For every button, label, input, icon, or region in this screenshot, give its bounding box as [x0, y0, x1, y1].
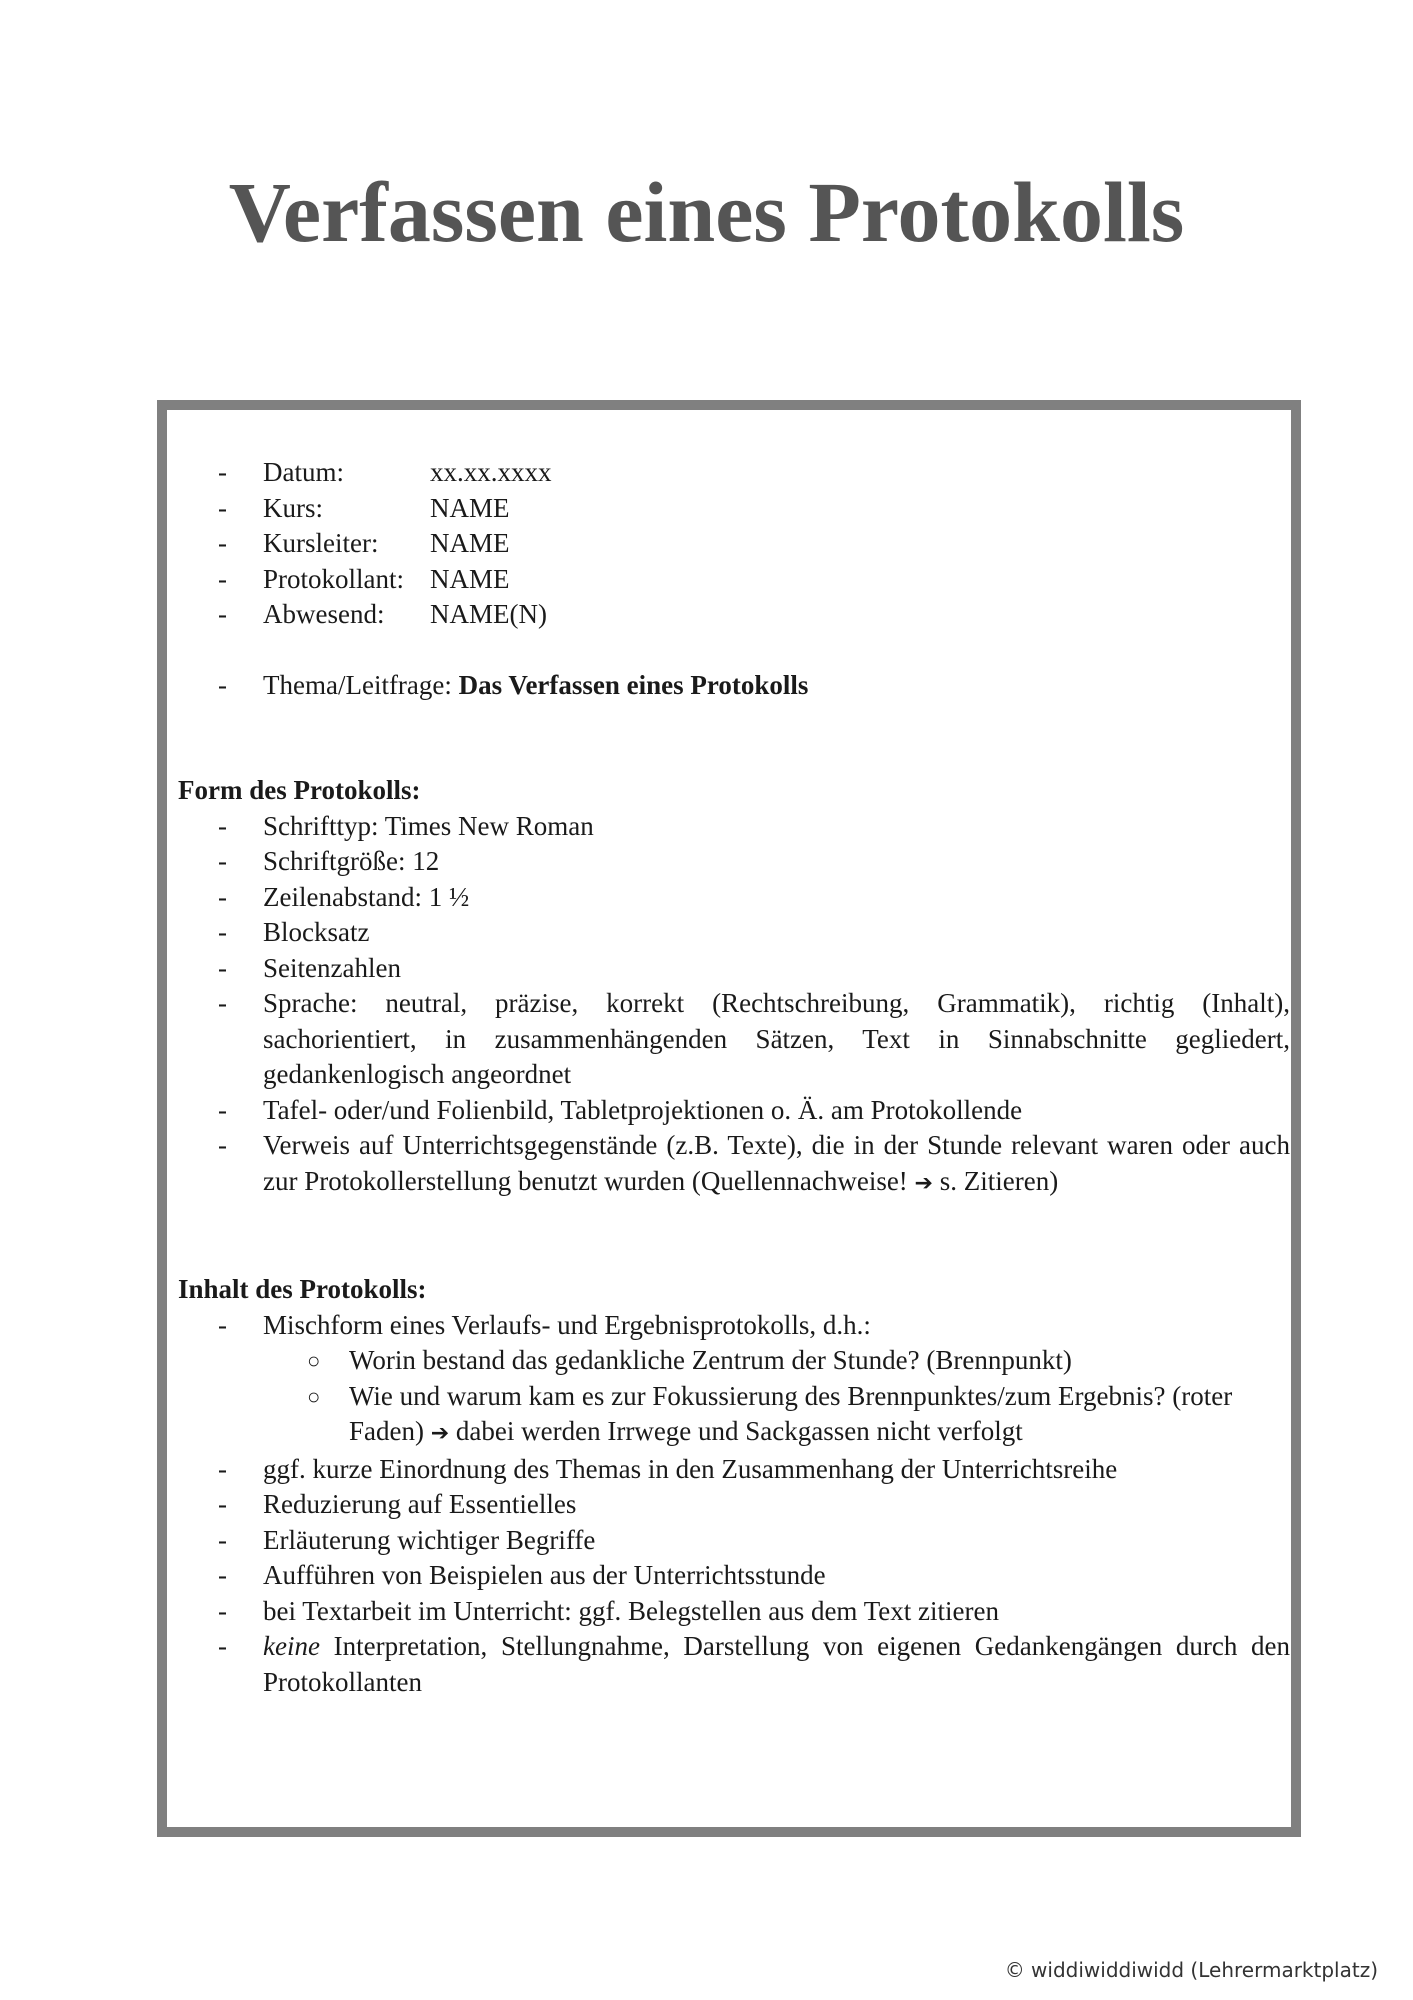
- thema-label: Thema/Leitfrage:: [263, 669, 452, 700]
- meta-kursleiter: [178, 526, 1290, 562]
- form-item-text: Schrifttyp: Times New Roman: [263, 810, 594, 841]
- protokollant-label: Protokollant:: [263, 563, 404, 594]
- list-item: [178, 1308, 1290, 1344]
- list-item: [178, 986, 1290, 1093]
- list-dash: -: [218, 669, 227, 700]
- kurs-label: Kurs:: [263, 492, 323, 523]
- form-item-text: Schriftgröße: 12: [263, 846, 440, 876]
- abwesend-label: Abwesend:: [263, 599, 385, 629]
- kurs-value: NAME: [430, 492, 510, 523]
- list-item: [178, 1629, 1290, 1700]
- sub-list-item: [178, 1379, 1290, 1452]
- list-dash: -: [218, 1489, 227, 1519]
- keine-word: keine: [263, 1631, 320, 1661]
- list-dash: -: [218, 917, 227, 947]
- form-item-text: Blocksatz: [263, 917, 370, 947]
- list-dash: -: [218, 1094, 227, 1125]
- list-dash: -: [218, 810, 227, 841]
- list-dash: -: [218, 563, 227, 594]
- inhalt-item-text: Aufführen von Beispielen aus der Unterrichtsstunde: [263, 1560, 826, 1590]
- meta-abwesend: [178, 597, 1290, 633]
- list-dash: -: [218, 1130, 227, 1160]
- form-heading: Form des Protokolls:: [178, 775, 421, 805]
- arrow-right-icon: ➔: [430, 1421, 450, 1446]
- list-dash: -: [218, 1595, 227, 1626]
- form-item-text: Sprache: neutral, präzise, korrekt (Rechtschreibung, Grammatik), richtig (Inhalt), sachorientiert, in zusammenhängenden Sätzen, Text in Sinnabschnitte gegliedert, gedankenlogisch angeordnet: [263, 988, 1290, 1089]
- form-verweis-text: Verweis auf Unterrichtsgegenstände (z.B. Texte), die in der Stunde relevant waren oder auch zur Protokollerstellung benutzt wurden (Quellennachweise!: [263, 1130, 1290, 1196]
- list-item: [178, 880, 1290, 916]
- datum-value: xx.xx.xxxx: [430, 457, 552, 487]
- circle-bullet-icon: ○: [307, 1348, 321, 1373]
- list-dash: -: [218, 952, 227, 983]
- inhalt-sub2-tail: dabei werden Irrwege und Sackgassen nicht verfolgt: [455, 1416, 1023, 1446]
- inhalt-heading: Inhalt des Protokolls:: [178, 1274, 427, 1304]
- arrow-right-icon: ➔: [914, 1170, 933, 1196]
- list-dash: -: [218, 457, 227, 487]
- inhalt-item-text: Reduzierung auf Essentielles: [263, 1489, 577, 1519]
- list-dash: -: [218, 988, 227, 1018]
- page-title: Verfassen eines Protokolls: [228, 164, 1185, 260]
- copyright-footer: © widdiwiddiwidd (Lehrermarktplatz): [1004, 1958, 1378, 1982]
- list-item: [178, 1523, 1290, 1559]
- list-item: [178, 844, 1290, 880]
- list-dash: -: [218, 1309, 227, 1340]
- list-item: [178, 1594, 1290, 1630]
- inhalt-item-text: ggf. kurze Einordnung des Themas in den Zusammenhang der Unterrichtsreihe: [263, 1453, 1118, 1484]
- form-verweis-tail: s. Zitieren): [939, 1165, 1059, 1196]
- list-item: [178, 1128, 1290, 1201]
- list-dash: -: [218, 1631, 227, 1661]
- list-dash: -: [218, 881, 227, 912]
- list-dash: -: [218, 1524, 227, 1555]
- kursleiter-label: Kursleiter:: [263, 528, 379, 558]
- list-dash: -: [218, 599, 227, 629]
- inhalt-sub1: Worin bestand das gedankliche Zentrum der Stunde? (Brennpunkt): [349, 1345, 1072, 1375]
- sub-list-item: [178, 1343, 1290, 1379]
- thema-value: Das Verfassen eines Protokolls: [458, 669, 809, 700]
- list-item: [178, 809, 1290, 845]
- meta-protokollant: [178, 562, 1290, 598]
- list-dash: -: [218, 528, 227, 558]
- meta-kurs: [178, 491, 1290, 527]
- protocol-content: [178, 455, 1290, 1700]
- keine-rest: Interpretation, Stellungnahme, Darstellung von eigenen Gedankengängen durch den Protokollanten: [263, 1631, 1290, 1697]
- datum-label: Datum:: [263, 457, 344, 487]
- list-item: [178, 1093, 1290, 1129]
- list-item: [178, 915, 1290, 951]
- list-item: [178, 1487, 1290, 1523]
- list-item: [178, 1452, 1290, 1488]
- list-dash: -: [218, 846, 227, 876]
- inhalt-item-text: bei Textarbeit im Unterricht: ggf. Belegstellen aus dem Text zitieren: [263, 1595, 999, 1626]
- inhalt-item-text: Erläuterung wichtiger Begriffe: [263, 1524, 596, 1555]
- list-dash: -: [218, 1453, 227, 1484]
- circle-bullet-icon: ○: [307, 1383, 321, 1409]
- list-dash: -: [218, 1560, 227, 1590]
- protokollant-value: NAME: [430, 563, 510, 594]
- meta-datum: [178, 455, 1290, 491]
- list-dash: -: [218, 492, 227, 523]
- form-item-text: Zeilenabstand: 1 ½: [263, 881, 470, 912]
- list-item: [178, 951, 1290, 987]
- inhalt-mischform: Mischform eines Verlaufs- und Ergebnisprotokolls, d.h.:: [263, 1309, 871, 1340]
- form-item-text: Tafel- oder/und Folienbild, Tabletprojektionen o. Ä. am Protokollende: [263, 1094, 1023, 1125]
- form-item-text: Seitenzahlen: [263, 952, 401, 983]
- list-item: [178, 1558, 1290, 1594]
- abwesend-value: NAME(N): [430, 599, 547, 629]
- inhalt-sub2: Wie und warum kam es zur Fokussierung des Brennpunktes/zum Ergebnis? (roter Faden): [349, 1380, 1233, 1446]
- kursleiter-value: NAME: [430, 528, 510, 558]
- meta-thema: [178, 668, 1290, 704]
